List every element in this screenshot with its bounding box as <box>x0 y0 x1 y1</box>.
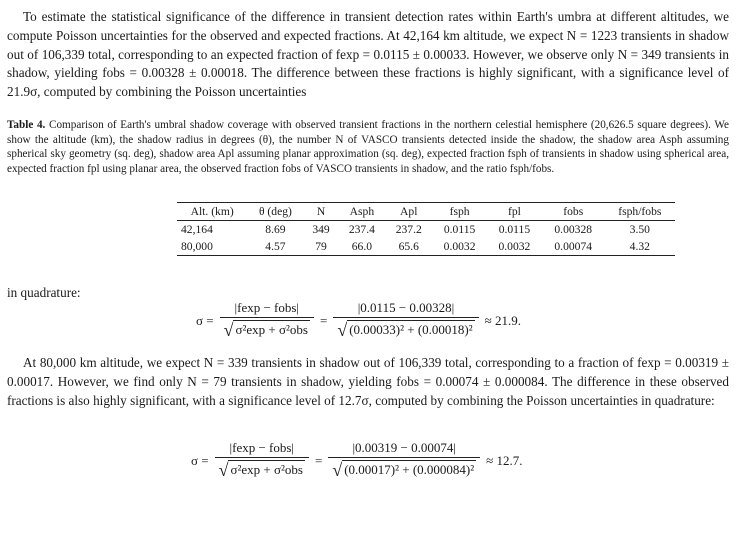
col-header: Asph <box>338 203 385 221</box>
table-cell: 4.57 <box>247 238 303 256</box>
table-caption <box>7 118 729 176</box>
table-cell: 42,164 <box>181 223 213 236</box>
comparison-table <box>177 202 675 256</box>
col-header: Apl <box>385 203 432 221</box>
equation-result: ≈ 12.7. <box>486 452 523 468</box>
numerator-numeric: |0.0115 − 0.00328| <box>333 300 478 318</box>
table-label: Table 4. <box>7 119 46 131</box>
col-header: fobs <box>542 203 605 221</box>
paragraph-in-quadrature: in quadrature: <box>7 285 81 300</box>
table-cell: 66.0 <box>338 238 385 256</box>
equation-lhs: σ = <box>191 452 209 468</box>
sqrt-symbol-icon: √ <box>332 460 343 480</box>
equation-lhs: σ = <box>196 312 214 328</box>
table-caption-text: Comparison of Earth's umbral shadow coverage with observed transient fractions in the northern celestial hemisphere (20,626.5 square degrees). We show the altitude (km), the shadow radius in degrees (θ), the number N of VASCO transients detected inside the shadow, the shadow area Asph assuming spherical sky geometry (sq. deg), shadow area Apl assuming planar approximation (sq. deg), expected fraction fsph of transients in shadow using spherical area, expected fraction fpl using planar area, the observed fraction fobs of VASCO transients in shadow, and the ratio fsph/fobs. <box>7 119 729 175</box>
table-cell: 237.4 <box>348 223 375 236</box>
table-cell: 0.00328 <box>554 223 593 236</box>
equation-sigma-80000 <box>191 440 523 481</box>
table-cell: 65.6 <box>385 238 432 256</box>
numerator-symbolic: |fexp − fobs| <box>215 440 309 458</box>
fraction-symbolic <box>220 300 314 341</box>
numerator-symbolic: |fexp − fobs| <box>220 300 314 318</box>
table-cell: 0.0032 <box>487 238 542 256</box>
paragraph-80000km: At 80,000 km altitude, we expect N = 339 transients in shadow out of 106,339 total, corresponding to a fraction of fexp = 0.00319 ± 0.00017. However, we find only N = 79 transients in shadow, yielding fobs = 0.00074 ± 0.000084. The difference in these observed fractions is also highly significant, with a significance level of 12.7σ, computed by combining the Poisson uncertainties in quadrature: <box>7 355 729 408</box>
denominator-symbolic: σ²exp + σ²obs <box>230 462 303 477</box>
col-header: Alt. (km) <box>177 203 247 221</box>
equation-result: ≈ 21.9. <box>484 312 522 328</box>
col-header: θ (deg) <box>247 203 303 221</box>
col-header: fsph/fobs <box>605 203 675 221</box>
denominator-numeric: (0.00033)² + (0.00018)² <box>349 322 473 337</box>
table-cell: 3.50 <box>629 223 650 236</box>
table-cell: 8.69 <box>265 223 286 236</box>
table-cell: 0.0115 <box>443 223 476 236</box>
table-cell: 237.2 <box>395 223 422 236</box>
fraction-symbolic <box>215 440 309 481</box>
table-cell: 0.00074 <box>542 238 605 256</box>
equals-sign: = <box>319 312 328 328</box>
col-header: fsph <box>432 203 487 221</box>
table-cell: 0.0032 <box>432 238 487 256</box>
fraction-numeric <box>328 440 480 481</box>
table-cell: 79 <box>304 238 339 256</box>
table-cell: 4.32 <box>605 238 675 256</box>
sqrt-symbol-icon: √ <box>218 460 229 480</box>
col-header: N <box>304 203 339 221</box>
table-cell: 0.0115 <box>498 223 531 236</box>
sqrt-symbol-icon: √ <box>223 320 234 340</box>
table-row <box>177 238 675 256</box>
table-cell: 80,000 <box>177 238 247 256</box>
table-header-row <box>177 203 675 221</box>
denominator-numeric: (0.00017)² + (0.000084)² <box>344 462 475 477</box>
numerator-numeric: |0.00319 − 0.00074| <box>328 440 480 458</box>
col-header: fpl <box>487 203 542 221</box>
equation-sigma-42164 <box>196 300 521 341</box>
table-row <box>177 221 675 239</box>
fraction-numeric <box>333 300 478 341</box>
table-cell: 349 <box>312 223 330 236</box>
paragraph-significance-intro: To estimate the statistical significance of the difference in transient detection rates within Earth's umbra at different altitudes, we compute Poisson uncertainties for the observed and expected fractions. At 42,164 km altitude, we expect N = 1223 transients in shadow out of 106,339 total, corresponding to an expected fraction of fexp = 0.0115 ± 0.00033. However, we observe only N = 349 transients in shadow, yielding fobs = 0.00328 ± 0.00018. The difference between these fractions is highly significant, with a significance level of 21.9σ, computed by combining the Poisson uncertainties <box>7 9 729 100</box>
equals-sign: = <box>314 452 323 468</box>
denominator-symbolic: σ²exp + σ²obs <box>235 322 308 337</box>
sqrt-symbol-icon: √ <box>337 320 348 340</box>
